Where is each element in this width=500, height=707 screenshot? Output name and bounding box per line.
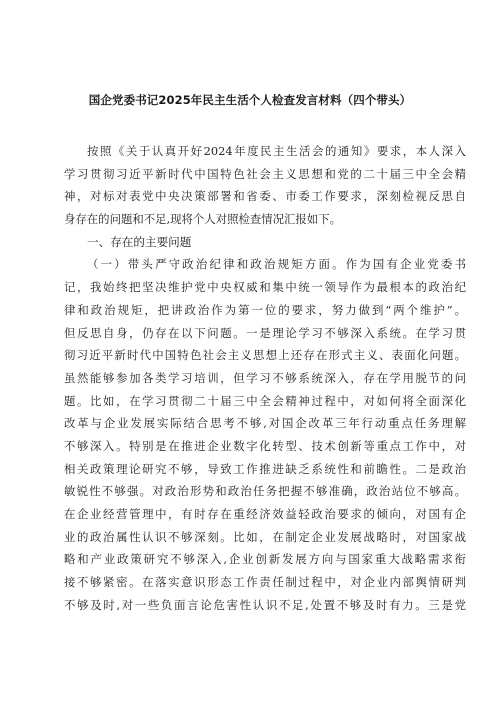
body-line: 虽然能够参加各类学习培训，但学习不够系统深入，存在学用脱节的问	[64, 370, 466, 385]
body-line: 略和产业政策研究不够深入,企业创新发展方向与国家重大战略需求衔	[64, 552, 466, 567]
body-line: 但反思自身，仍存在以下问题。一是理论学习不够深入系统。在学习贯	[64, 325, 466, 340]
body-line: 敏锐性不够强。对政治形势和政治任务把握不够准确，政治站位不够高。	[64, 484, 466, 499]
body-line: 在企业经营管理中，有时存在重经济效益轻政治要求的倾向，对国有企	[64, 507, 466, 521]
document-body	[64, 140, 466, 616]
body-line: 相关政策理论研究不够，导致工作推进缺乏系统性和前瞻性。二是政治	[64, 461, 466, 476]
body-line: 律和政治规矩，把讲政治作为第一位的要求，努力做到“两个维护”。	[64, 302, 466, 317]
body-line: （一）带头严守政治纪律和政治规矩方面。作为国有企业党委书	[87, 257, 466, 272]
document-title: 国企党委书记2025年民主生活个人检查发言材料（四个带头）	[88, 93, 412, 107]
body-line: 题。比如，在学习贯彻二十届三中全会精神过程中，对如何将全面深化	[64, 393, 466, 408]
body-line: 记，我始终把坚决维护党中央权威和集中统一领导作为最根本的政治纪	[64, 280, 466, 295]
intro-line: 神，对标对表党中央决策部署和省委、市委工作要求，深刻检视反思自	[64, 189, 466, 204]
section-heading: 一、存在的主要问题	[87, 234, 192, 249]
body-line: 彻习近平新时代中国特色社会主义思想上还存在形式主义、表面化问题。	[64, 348, 466, 363]
body-line: 改革与企业发展实际结合思考不够,对国企改革三年行动重点任务理解	[64, 416, 466, 431]
intro-line: 按照《关于认真开好2024年度民主生活会的通知》要求，本人深入	[87, 144, 466, 158]
body-line: 不够深入。特别是在推进企业数字化转型、技术创新等重点工作中，对	[64, 438, 466, 453]
intro-line: 身存在的问题和不足,现将个人对照检查情况汇报如下。	[64, 212, 341, 227]
body-line: 业的政治属性认识不够深刻。比如，在制定企业发展战略时，对国家战	[64, 529, 466, 544]
intro-line: 学习贯彻习近平新时代中国特色社会主义思想和党的二十届三中全会精	[64, 166, 466, 181]
body-line: 接不够紧密。在落实意识形态工作责任制过程中，对企业内部舆情研判	[64, 575, 466, 590]
body-line: 不够及时,对一些负面言论危害性认识不足,处置不够及时有力。三是党	[64, 597, 466, 612]
